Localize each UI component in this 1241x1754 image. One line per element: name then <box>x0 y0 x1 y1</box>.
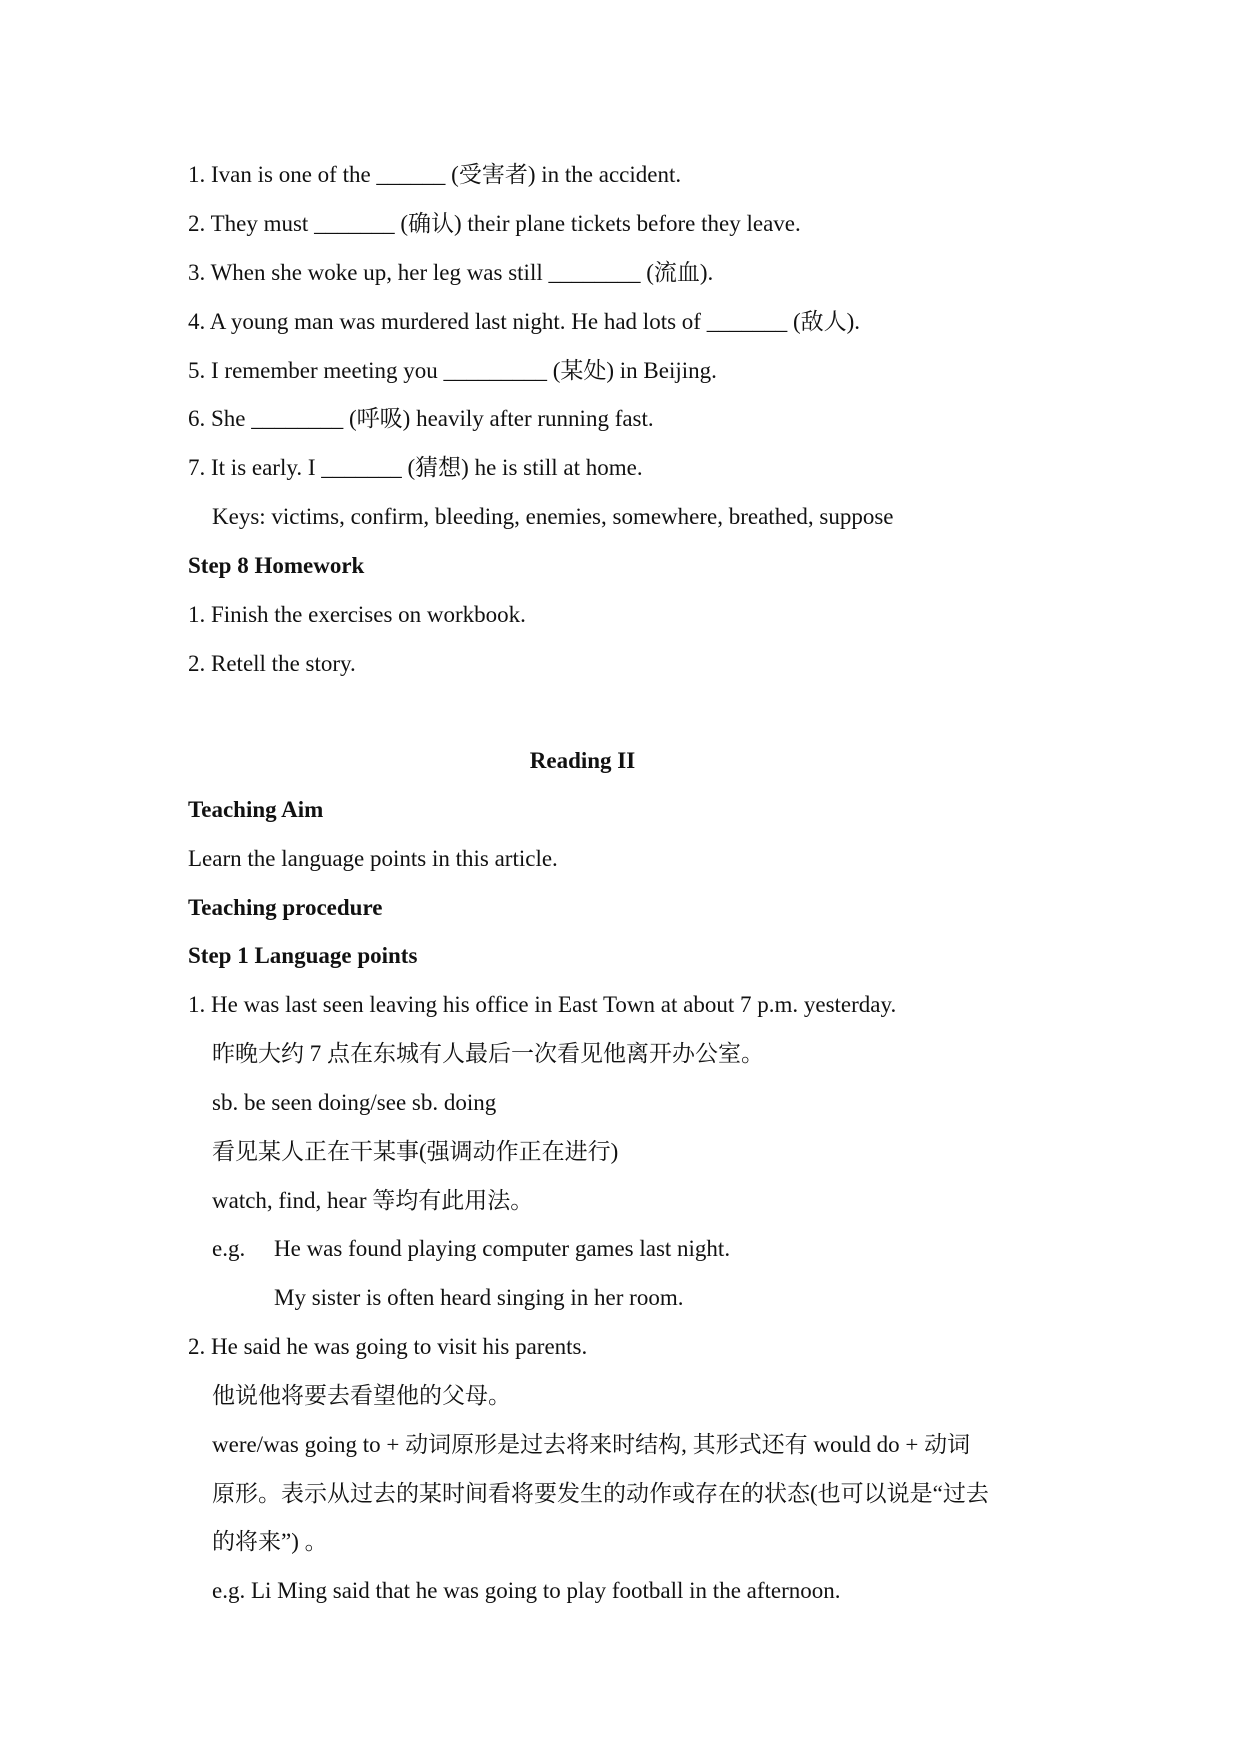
point1-example-1: He was found playing computer games last night. <box>274 1236 731 1261</box>
exercise-2: 2. They must _______ (确认) their plane tickets before they leave. <box>188 211 801 236</box>
point2-explanation-line2: 原形。表示从过去的某时间看将要发生的动作或存在的状态(也可以说是“过去 <box>212 1481 989 1506</box>
point2-translation: 他说他将要去看望他的父母。 <box>212 1383 511 1408</box>
point1-pattern: sb. be seen doing/see sb. doing <box>212 1090 497 1115</box>
exercise-6: 6. She ________ (呼吸) heavily after running fast. <box>188 406 654 431</box>
point1-meaning: 看见某人正在干某事(强调动作正在进行) <box>212 1139 619 1164</box>
point1-sentence: 1. He was last seen leaving his office in East Town at about 7 p.m. yesterday. <box>188 992 897 1017</box>
step8-heading: Step 8 Homework <box>188 553 365 578</box>
exercise-1: 1. Ivan is one of the ______ (受害者) in the accident. <box>188 162 682 187</box>
point2-explanation-line1: were/was going to + 动词原形是过去将来时结构, 其形式还有 would do + 动词 <box>212 1432 971 1457</box>
exercise-5: 5. I remember meeting you _________ (某处) in Beijing. <box>188 358 717 383</box>
answer-keys: Keys: victims, confirm, bleeding, enemies, somewhere, breathed, suppose <box>212 504 894 529</box>
point1-translation: 昨晚大约 7 点在东城有人最后一次看见他离开办公室。 <box>212 1041 764 1066</box>
section-title: Reading II <box>529 748 636 773</box>
point1-usage: watch, find, hear 等均有此用法。 <box>212 1188 534 1213</box>
teaching-aim-heading: Teaching Aim <box>188 797 324 822</box>
homework-item-1: 1. Finish the exercises on workbook. <box>188 602 526 627</box>
exercise-4: 4. A young man was murdered last night. He had lots of _______ (敌人). <box>188 309 861 334</box>
teaching-aim-text: Learn the language points in this article. <box>188 846 558 871</box>
point1-eg-label: e.g. <box>212 1236 246 1261</box>
step1-heading: Step 1 Language points <box>188 943 418 968</box>
exercise-3: 3. When she woke up, her leg was still ________ (流血). <box>188 260 714 285</box>
point2-example: e.g. Li Ming said that he was going to play football in the afternoon. <box>212 1578 841 1603</box>
point2-explanation-line3: 的将来”) 。 <box>212 1529 328 1554</box>
exercise-7: 7. It is early. I _______ (猜想) he is still at home. <box>188 455 643 480</box>
point2-sentence: 2. He said he was going to visit his parents. <box>188 1334 588 1359</box>
homework-item-2: 2. Retell the story. <box>188 651 356 676</box>
point1-example-2: My sister is often heard singing in her room. <box>274 1285 684 1310</box>
teaching-procedure-heading: Teaching procedure <box>188 895 383 920</box>
